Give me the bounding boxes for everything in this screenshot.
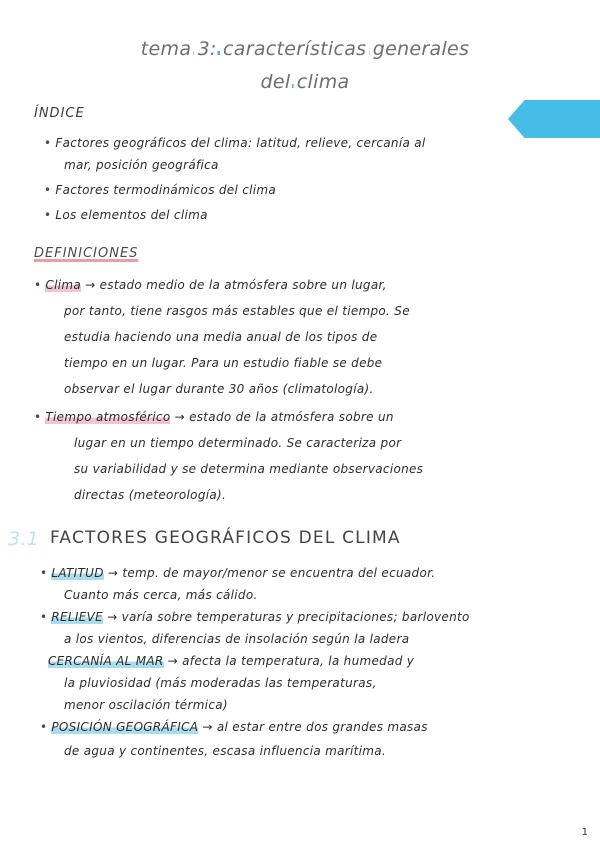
definition-line: estudia haciendo una media anual de los tipos de [64, 330, 378, 344]
index-item: • Factores geográficos del clima: latitud, relieve, cercanía al [44, 136, 426, 150]
definition-clima: • Clima → estado medio de la atmósfera sobre un lugar, [34, 278, 387, 292]
bullet-icon: • [44, 183, 52, 197]
term-cercania: CERCANÍA AL MAR [48, 654, 164, 668]
factor-relieve: • RELIEVE → varía sobre temperaturas y precipitaciones; barlovento [40, 610, 470, 624]
term-relieve: RELIEVE [51, 610, 104, 624]
section-title: FACTORES GEOGRÁFICOS DEL CLIMA [50, 528, 401, 548]
term-posicion: POSICIÓN GEOGRÁFICA [51, 720, 199, 734]
section-tab-marker [508, 100, 600, 138]
definition-tiempo: • Tiempo atmosférico → estado de la atmósfera sobre un [34, 410, 394, 424]
term-latitud: LATITUD [51, 566, 104, 580]
term-clima: Clima [45, 278, 81, 292]
factor-line: Cuanto más cerca, más cálido. [64, 588, 258, 602]
index-item: • Los elementos del clima [44, 208, 208, 222]
factor-line: menor oscilación térmica) [64, 698, 228, 712]
bullet-icon: • [44, 208, 52, 222]
factor-line: la pluviosidad (más moderadas las temperaturas, [64, 676, 377, 690]
definition-line: lugar en un tiempo determinado. Se caracteriza por [74, 436, 402, 450]
bullet-icon: • [40, 720, 48, 734]
index-item-continued: mar, posición geográfica [64, 158, 219, 172]
section-number: 3.1 [8, 528, 40, 550]
page-number: 1 [581, 827, 588, 838]
term-tiempo: Tiempo atmosférico [45, 410, 171, 424]
bullet-icon: • [34, 278, 42, 292]
index-heading: ÍNDICE [34, 106, 85, 121]
factor-line: de agua y continentes, escasa influencia marítima. [64, 744, 387, 758]
page-title: tema 3: características generales [140, 38, 470, 60]
definition-line: observar el lugar durante 30 años (climatología). [64, 382, 374, 396]
page-title-continued: del clima [260, 71, 350, 93]
definition-line: su variabilidad y se determina mediante observaciones [74, 462, 424, 476]
factor-posicion: • POSICIÓN GEOGRÁFICA → al estar entre dos grandes masas [40, 720, 428, 734]
factor-line: a los vientos, diferencias de insolación según la ladera [64, 632, 410, 646]
bullet-icon: • [34, 410, 42, 424]
bullet-icon: • [44, 136, 52, 150]
bullet-icon: • [40, 566, 48, 580]
factor-cercania: CERCANÍA AL MAR → afecta la temperatura, la humedad y [48, 654, 415, 668]
definition-line: por tanto, tiene rasgos más estables que el tiempo. Se [64, 304, 410, 318]
definition-line: directas (meteorología). [74, 488, 227, 502]
factor-latitud: • LATITUD → temp. de mayor/menor se encuentra del ecuador. [40, 566, 436, 580]
bullet-icon: • [40, 610, 48, 624]
definitions-heading: DEFINICIONES [34, 246, 139, 261]
index-item: • Factores termodinámicos del clima [44, 183, 277, 197]
definition-line: tiempo en un lugar. Para un estudio fiable se debe [64, 356, 383, 370]
